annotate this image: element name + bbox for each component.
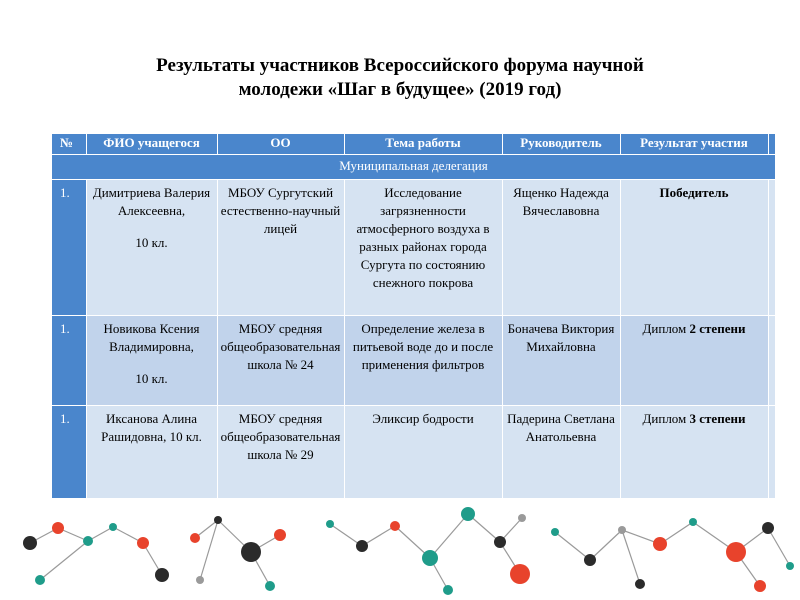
supervisor-cell: Падерина Светлана Анатольевна [502, 406, 620, 498]
result-value: 3 степени [689, 411, 746, 426]
header-number: № [52, 134, 86, 155]
topic-cell: Эликсир бодрости [344, 406, 502, 498]
header-school: ОО [217, 134, 344, 155]
school-cell: МБОУ средняя общеобразовательная школа № 29 [217, 406, 344, 498]
title-line-1: Результаты участников Всероссийского форума научной [156, 55, 644, 76]
header-supervisor: Руководитель [502, 134, 620, 155]
page-title [60, 54, 740, 102]
student-name-cell [86, 180, 217, 316]
result-value: Победитель [659, 185, 729, 200]
student-name-cell [86, 316, 217, 406]
row-edge [768, 316, 775, 406]
student-name: Димитриева Валерия Алексеевна, [92, 185, 211, 218]
topic-cell: Исследование загрязненности атмосферного воздуха в разных районах города Сургута по состоянию снежного покрова [344, 180, 502, 316]
header-edge [768, 134, 775, 155]
student-name: Иксанова Алина Рашидовна, 10 кл. [101, 411, 202, 444]
student-name: Новикова Ксения Владимировна, [103, 321, 200, 354]
table-header-row [52, 134, 775, 155]
supervisor-cell: Ященко Надежда Вячеславовна [502, 180, 620, 316]
table-row [52, 316, 775, 406]
school-cell: МБОУ Сургутский естественно-научный лицей [217, 180, 344, 316]
school-cell: МБОУ средняя общеобразовательная школа № 24 [217, 316, 344, 406]
header-student-name: ФИО учащегося [86, 134, 217, 155]
row-number: 1. [52, 316, 86, 406]
row-edge [768, 180, 775, 316]
topic-cell: Определение железа в питьевой воде до и после применения фильтров [344, 316, 502, 406]
molecule-bonds [30, 514, 790, 590]
result-cell: Диплом 2 степени [620, 316, 768, 406]
row-number: 1. [52, 180, 86, 316]
header-result: Результат участия [620, 134, 768, 155]
supervisor-cell: Боначева Виктория Михайловна [502, 316, 620, 406]
title-line-2: молодежи «Шаг в будущее» (2019 год) [238, 79, 562, 100]
result-cell: Диплом 3 степени [620, 406, 768, 498]
section-label: Муниципальная делегация [52, 155, 775, 180]
molecule-atoms [23, 507, 794, 595]
table-row [52, 406, 775, 498]
row-edge [768, 406, 775, 498]
header-topic: Тема работы [344, 134, 502, 155]
student-grade: 10 кл. [135, 371, 168, 386]
table-row [52, 180, 775, 316]
section-row [52, 155, 775, 180]
student-name-cell [86, 406, 217, 498]
result-value: 2 степени [689, 321, 746, 336]
molecule-decoration [0, 500, 800, 600]
student-grade: 10 кл. [135, 235, 168, 250]
results-table [52, 134, 776, 498]
row-number: 1. [52, 406, 86, 498]
result-cell [620, 180, 768, 316]
